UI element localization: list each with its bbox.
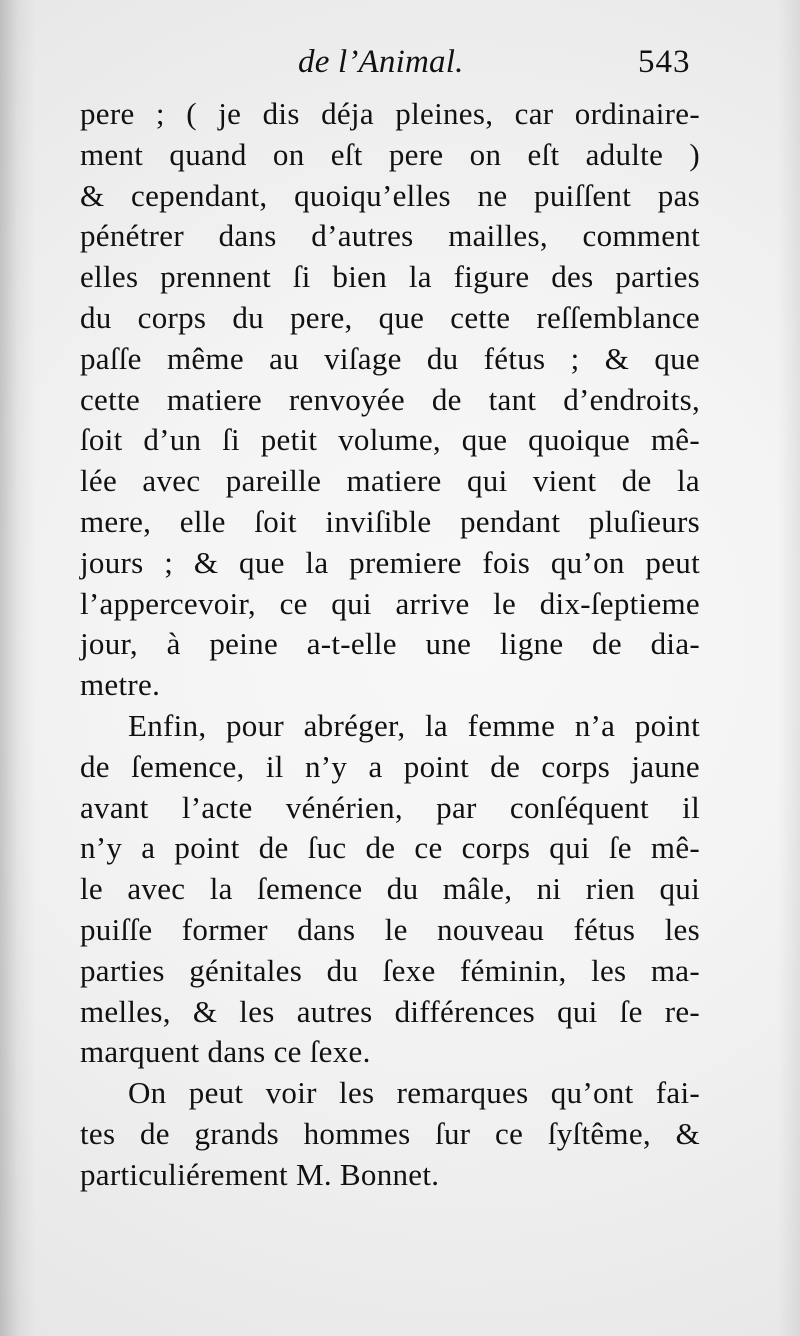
- text-line: lée avec pareille matiere qui vient de la: [80, 463, 700, 499]
- text-line: l’appercevoir, ce qui arrive le dix-ſeptieme: [80, 585, 700, 621]
- text-line: ment quand on eſt pere on eſt adulte ): [80, 136, 700, 172]
- running-title: de l’Animal.: [298, 44, 464, 80]
- text-line: On peut voir les remarques qu’ont fai-: [128, 1075, 700, 1111]
- text-line: marquent dans ce ſexe.: [80, 1034, 371, 1070]
- text-line: melles, & les autres différences qui ſe re-: [80, 993, 700, 1029]
- text-line: particuliérement M. Bonnet.: [80, 1156, 440, 1192]
- text-line: metre.: [80, 667, 161, 703]
- text-line: ſoit d’un ſi petit volume, que quoique mê-: [80, 422, 700, 458]
- text-line: avant l’acte vénérien, par conſéquent il: [80, 789, 700, 825]
- text-line: de ſemence, il n’y a point de corps jaune: [80, 748, 700, 784]
- gutter-shadow: [0, 0, 36, 1336]
- paragraph-continuation: [80, 94, 700, 706]
- text-line: Enfin, pour abréger, la femme n’a point: [128, 707, 700, 743]
- text-line: & cependant, quoiqu’elles ne puiſſent pas: [80, 177, 700, 213]
- page-number: 543: [638, 44, 691, 80]
- text-line: n’y a point de ſuc de ce corps qui ſe mê-: [80, 830, 700, 866]
- text-line: pénétrer dans d’autres mailles, comment: [80, 218, 700, 254]
- text-line: parties génitales du ſexe féminin, les ma-: [80, 952, 700, 988]
- paragraph-on-peut-voir: [80, 1073, 700, 1195]
- page-edge-shadow: [778, 0, 800, 1336]
- text-line: du corps du pere, que cette reſſemblance: [80, 299, 700, 335]
- text-line: le avec la ſemence du mâle, ni rien qui: [80, 871, 700, 907]
- text-line: elles prennent ſi bien la figure des parties: [80, 259, 700, 295]
- text-line: mere, elle ſoit inviſible pendant pluſieurs: [80, 503, 700, 539]
- text-line: pere ; ( je dis déja pleines, car ordinaire-: [80, 96, 700, 131]
- text-line: puiſſe former dans le nouveau fétus les: [80, 911, 700, 947]
- text-line: cette matiere renvoyée de tant d’endroits,: [80, 381, 700, 417]
- paragraph-enfin: [80, 706, 700, 1073]
- text-line: jour, à peine a-t-elle une ligne de dia-: [80, 626, 700, 662]
- body-text: [80, 94, 700, 1196]
- text-line: tes de grands hommes ſur ce ſyſtême, &: [80, 1115, 700, 1151]
- text-line: paſſe même au viſage du fétus ; & que: [80, 340, 700, 376]
- text-line: jours ; & que la premiere fois qu’on peut: [80, 544, 700, 580]
